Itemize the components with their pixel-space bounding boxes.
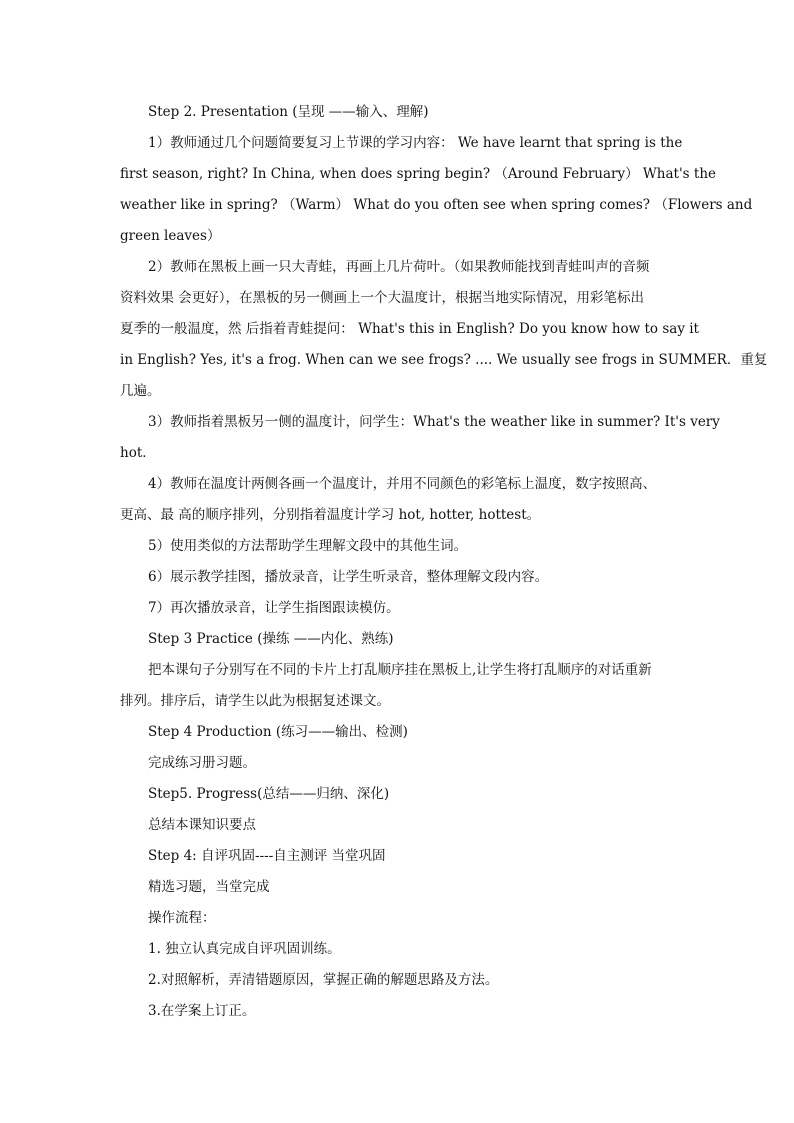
paragraph-line: hot． [120,445,156,461]
paragraph-line: 2）教师在黑板上画一只大青蛙，再画上几片荷叶。（如果教师能找到青蛙叫声的音频 [148,259,650,275]
step2-heading: Step 2. Presentation (呈现 ——输入、理解) [148,104,429,120]
procedure-item: 1. 独立认真完成自评巩固训练。 [148,941,341,957]
paragraph-line: 7）再次播放录音，让学生指图跟读模仿。 [148,600,400,616]
paragraph-line: weather like in spring? （Warm） What do you often see when spring comes? （Flowers and [120,197,753,213]
paragraph-line: 3）教师指着黑板另一侧的温度计，问学生：What's the weather like in summer? It's very [148,414,720,430]
paragraph-line: 5）使用类似的方法帮助学生理解文段中的其他生词。 [148,538,468,554]
paragraph-line: 资料效果 会更好），在黑板的另一侧画上一个大温度计，根据当地实际情况，用彩笔标出 [120,290,645,306]
paragraph-line: first season, right? In China, when does spring begin? （Around February） What's the [120,166,716,182]
paragraph-line: 排列。排序后，请学生以此为根据复述课文。 [120,693,390,709]
paragraph-line: 6）展示教学挂图，播放录音，让学生听录音，整体理解文段内容。 [148,569,549,585]
procedure-item: 3.在学案上订正。 [148,1003,256,1019]
paragraph-line: green leaves） [120,228,221,244]
step5-heading: Step5. Progress(总结——归纳、深化) [148,786,390,802]
paragraph-line: in English? Yes, it's a frog. When can we see frogs? .... We usually see frogs in SUMMER．重复 [120,352,768,368]
procedure-label: 操作流程： [148,910,216,926]
paragraph-line: 更高、最 高的顺序排列，分别指着温度计学习 hot, hotter, hottest。 [120,507,541,523]
step4-self-assessment-heading: Step 4: 自评巩固----自主测评 当堂巩固 [148,848,386,864]
paragraph-line: 完成练习册习题。 [148,755,256,771]
paragraph-line: 把本课句子分别写在不同的卡片上打乱顺序挂在黑板上,让学生将打乱顺序的对话重新 [148,662,652,678]
paragraph-line: 4）教师在温度计两侧各画一个温度计，并用不同颜色的彩笔标上温度，数字按照高、 [148,476,657,492]
paragraph-line: 几遍。 [120,383,161,399]
document-body [120,97,768,1027]
paragraph-line: 1）教师通过几个问题简要复习上节课的学习内容： We have learnt that spring is the [148,135,683,151]
paragraph-line: 夏季的一般温度，然 后指着青蛙提问： What's this in English? Do you know how to say it [120,321,699,337]
procedure-item: 2.对照解析，弄清错题原因，掌握正确的解题思路及方法。 [148,972,499,988]
step4-production-heading: Step 4 Production (练习——输出、检测) [148,724,408,740]
paragraph-line: 总结本课知识要点 [148,817,256,833]
step3-heading: Step 3 Practice (操练 ——内化、熟练) [148,631,394,647]
paragraph-line: 精选习题，当堂完成 [148,879,270,895]
